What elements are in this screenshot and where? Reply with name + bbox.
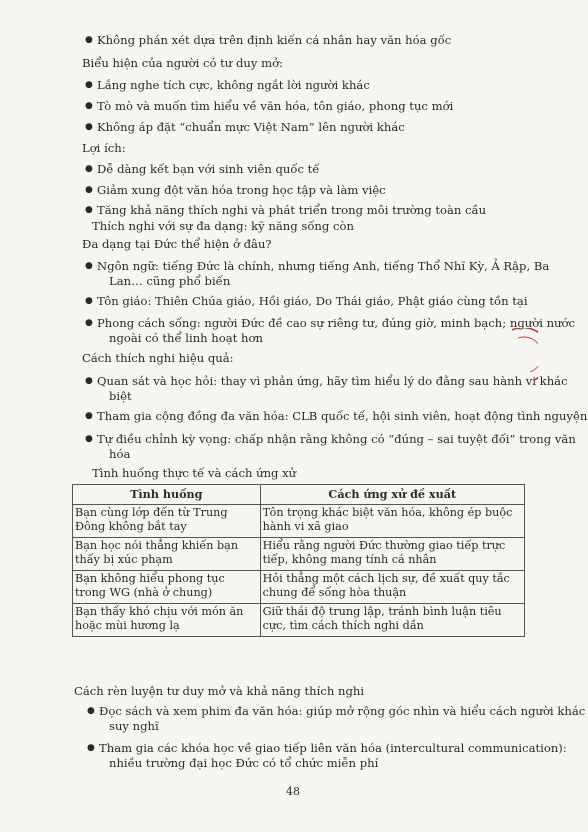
table-cell: Hỏi thẳng một cách lịch sự, đề xuất quy tắc chung để sống hòa thuận xyxy=(260,571,524,604)
list-item: Tham gia cộng đồng đa văn hóa: CLB quốc tế, hội sinh viên, hoạt động tình nguyện xyxy=(97,409,588,423)
list-item: Tham gia các khóa học về giao tiếp liên văn hóa (intercultural communication): xyxy=(99,741,567,755)
table-cell: Bạn thấy khó chịu với món ăn hoặc mùi hương lạ xyxy=(73,604,261,637)
list-item: Đọc sách và xem phim đa văn hóa: giúp mở rộng góc nhìn và hiểu cách người khác xyxy=(99,704,586,718)
table-cell: Tôn trọng khác biệt văn hóa, không ép buộc hành vi xã giao xyxy=(260,505,524,538)
bullet-icon: ● xyxy=(85,101,93,111)
list-item: Tôn giáo: Thiên Chúa giáo, Hồi giáo, Do Thái giáo, Phật giáo cùng tồn tại xyxy=(97,294,528,308)
table-cell: Bạn không hiểu phong tục trong WG (nhà ở chung) xyxy=(73,571,261,604)
list-item: Không phán xét dựa trên định kiến cá nhân hay văn hóa gốc xyxy=(97,33,452,47)
bullet-icon: ● xyxy=(85,164,93,174)
bullet-icon: ● xyxy=(85,296,93,306)
list-item: biệt xyxy=(109,389,132,403)
section-heading: Biểu hiện của người có tư duy mở: xyxy=(82,56,283,70)
section-heading: Cách rèn luyện tư duy mở và khả năng thích nghi xyxy=(74,684,365,698)
list-item: Lắng nghe tích cực, không ngắt lời người khác xyxy=(97,78,370,92)
table-cell: Giữ thái độ trung lập, tránh bình luận tiêu cực, tìm cách thích nghi dần xyxy=(260,604,524,637)
section-heading: Thích nghi với sự đa dạng: kỹ năng sống còn xyxy=(92,219,354,233)
list-item: Tự điều chỉnh kỳ vọng: chấp nhận rằng không có “đúng – sai tuyệt đối” trong văn xyxy=(97,432,576,446)
table-header: Tình huống xyxy=(73,485,261,505)
bullet-icon: ● xyxy=(85,261,93,271)
table-header-row xyxy=(73,485,525,505)
table-row xyxy=(73,505,525,538)
list-item: Tò mò và muốn tìm hiểu về văn hóa, tôn giáo, phong tục mới xyxy=(97,99,454,113)
section-heading: Cách thích nghi hiệu quả: xyxy=(82,351,234,365)
bullet-icon: ● xyxy=(85,205,93,215)
table-row xyxy=(73,604,525,637)
section-heading: Lợi ích: xyxy=(82,141,126,155)
list-item: Quan sát và học hỏi: thay vì phản ứng, hãy tìm hiểu lý do đằng sau hành vi khác xyxy=(97,374,568,388)
bullet-icon: ● xyxy=(85,80,93,90)
list-item: ngoài có thể linh hoạt hơn xyxy=(109,331,263,345)
list-item: Phong cách sống: người Đức đề cao sự riêng tư, đúng giờ, minh bạch; người nước xyxy=(97,316,576,330)
list-item: nhiều trường đại học Đức có tổ chức miễn phí xyxy=(109,756,379,770)
bullet-icon: ● xyxy=(87,743,95,753)
list-item: hóa xyxy=(109,447,131,461)
bullet-icon: ● xyxy=(85,122,93,132)
section-heading: Tình huống thực tế và cách ứng xử xyxy=(92,466,297,480)
bullet-icon: ● xyxy=(85,318,93,328)
list-item: Tăng khả năng thích nghi và phát triển trong môi trường toàn cầu xyxy=(97,203,487,217)
page-number: 48 xyxy=(286,785,300,798)
table-header: Cách ứng xử đề xuất xyxy=(260,485,524,505)
bullet-icon: ● xyxy=(85,411,93,421)
bullet-icon: ● xyxy=(87,706,95,716)
list-item: Lan… cũng phổ biến xyxy=(109,274,231,288)
table-cell: Bạn cùng lớp đến từ Trung Đông không bắt tay xyxy=(73,505,261,538)
list-item: Giảm xung đột văn hóa trong học tập và làm việc xyxy=(97,183,386,197)
table-cell: Bạn học nói thẳng khiến bạn thấy bị xúc phạm xyxy=(73,538,261,571)
situation-table xyxy=(72,484,525,637)
table-cell: Hiểu rằng người Đức thường giao tiếp trực tiếp, không mang tính cá nhân xyxy=(260,538,524,571)
list-item: Không áp đặt “chuẩn mực Việt Nam” lên người khác xyxy=(97,120,405,134)
bullet-icon: ● xyxy=(85,434,93,444)
list-item: Dễ dàng kết bạn với sinh viên quốc tế xyxy=(97,162,320,176)
bullet-icon: ● xyxy=(85,376,93,386)
table-row xyxy=(73,571,525,604)
table-row xyxy=(73,538,525,571)
list-item: suy nghĩ xyxy=(109,719,159,733)
section-heading: Đa dạng tại Đức thể hiện ở đâu? xyxy=(82,237,272,251)
bullet-icon: ● xyxy=(85,185,93,195)
red-stamp-fragment-icon xyxy=(508,328,538,382)
bullet-icon: ● xyxy=(85,35,93,45)
list-item: Ngôn ngữ: tiếng Đức là chính, nhưng tiếng Anh, tiếng Thổ Nhĩ Kỳ, Ả Rập, Ba xyxy=(97,259,550,273)
